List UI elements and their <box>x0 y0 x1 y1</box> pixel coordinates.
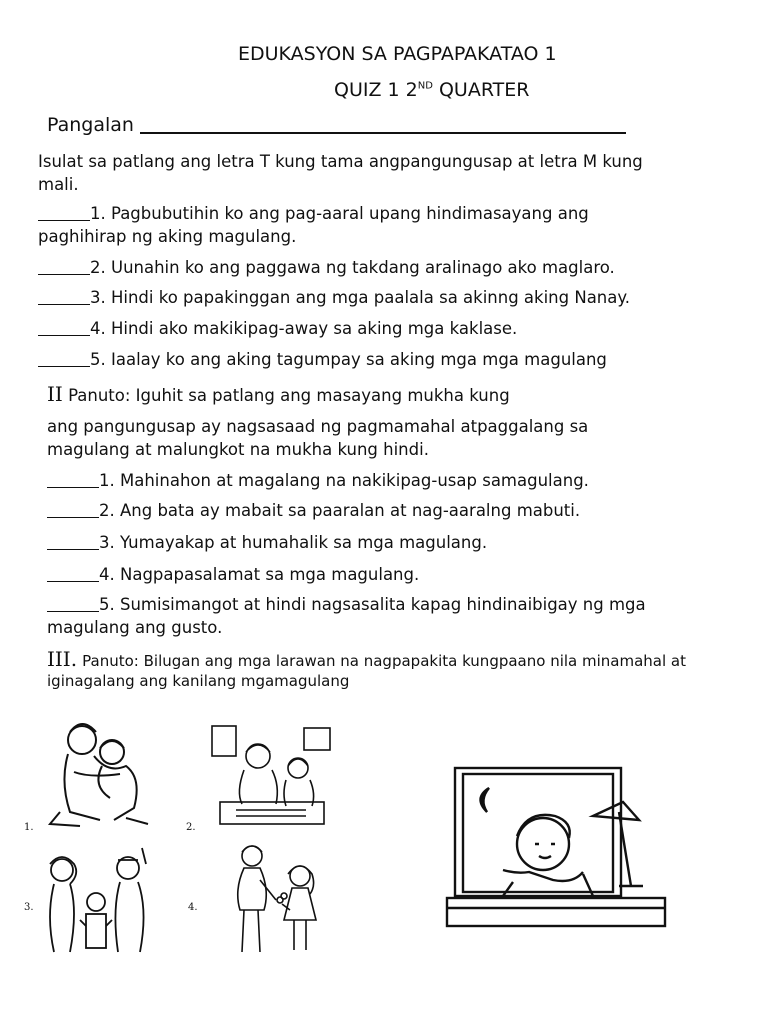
part1-item-text-continued: paghihirap ng aking magulang. <box>38 227 297 246</box>
picture-5[interactable] <box>443 762 669 932</box>
part3-instruction-line2: iginagalang ang kanilang mgamagulang <box>47 672 350 690</box>
part1-item <box>38 348 607 371</box>
part2-item-text-continued: magulang ang gusto. <box>47 618 223 637</box>
part2-item-text: 3. Yumayakap at humahalik sa mga magulang. <box>99 533 488 552</box>
part2-instruction-line3: magulang at malungkot na mukha kung hindi. <box>47 440 429 459</box>
part2-item <box>47 531 487 554</box>
part2-roman-numeral: II <box>47 382 63 406</box>
quiz-title-main: QUIZ 1 2 <box>334 79 418 101</box>
picture-2[interactable] <box>186 722 338 833</box>
part1-instruction-line1: Isulat sa patlang ang letra T kung tama angpangungusap at letra M kung <box>38 152 643 171</box>
part1-item <box>38 202 589 248</box>
part2-instruction-cont <box>47 415 588 461</box>
part2-item <box>47 499 580 522</box>
part2-instruction <box>47 383 510 407</box>
answer-blank[interactable] <box>38 288 90 305</box>
part1-item-text: 1. Pagbubutihin ko ang pag-aaral upang hindimasayang ang <box>90 204 589 223</box>
part1-instruction <box>38 150 643 196</box>
picture-number: 3. <box>24 902 34 913</box>
name-blank[interactable] <box>140 112 626 134</box>
answer-blank[interactable] <box>47 533 99 550</box>
part2-item <box>47 563 419 586</box>
answer-blank[interactable] <box>47 501 99 518</box>
part1-item <box>38 286 630 309</box>
picture-number: 1. <box>24 822 34 833</box>
picture-1[interactable] <box>24 712 180 833</box>
part2-item-text: 1. Mahinahon at magalang na nakikipag-usap samagulang. <box>99 471 589 490</box>
picture-number: 4. <box>188 902 198 913</box>
answer-blank[interactable] <box>38 204 90 221</box>
part2-item-text: 4. Nagpapasalamat sa mga magulang. <box>99 565 420 584</box>
answer-blank[interactable] <box>47 595 99 612</box>
boy-studying-at-desk-icon <box>443 762 669 932</box>
part1-instruction-line2: mali. <box>38 175 79 194</box>
part3-instruction-line1: Panuto: Bilugan ang mga larawan na nagpapakita kungpaano nila minamahal at <box>82 652 686 670</box>
part2-instruction-line2: ang pangungusap ay nagsasaad ng pagmamahal atpaggalang sa <box>47 417 589 436</box>
part1-item <box>38 317 517 340</box>
part1-item-text: 2. Uunahin ko ang paggawa ng takdang aralinago ako maglaro. <box>90 258 615 277</box>
subject-title: EDUKASYON SA PAGPAPAKATAO 1 <box>238 43 557 65</box>
picture-number: 2. <box>186 822 196 833</box>
answer-blank[interactable] <box>38 258 90 275</box>
answer-blank[interactable] <box>47 565 99 582</box>
part1-item-text: 5. Iaalay ko ang aking tagumpay sa aking mga mga magulang <box>90 350 607 369</box>
cooking-family-icon <box>206 722 338 830</box>
quiz-title-rest: QUARTER <box>432 79 530 101</box>
hugging-family-icon <box>30 712 180 830</box>
quiz-title-superscript: ND <box>417 80 433 92</box>
picture-4[interactable] <box>188 840 340 958</box>
arguing-family-icon <box>40 840 158 958</box>
answer-blank[interactable] <box>38 319 90 336</box>
part3-roman-numeral: III. <box>47 647 78 671</box>
part2-item-text: 5. Sumisimangot at hindi nagsasalita kapag hindinaibigay ng mga <box>99 595 646 614</box>
answer-blank[interactable] <box>38 350 90 367</box>
part1-item-text: 4. Hindi ako makikipag-away sa aking mga kaklase. <box>90 319 518 338</box>
part3-instruction <box>47 647 686 671</box>
name-label: Pangalan <box>47 114 134 136</box>
part2-item <box>47 469 589 492</box>
quiz-title <box>334 79 529 101</box>
part1-item-text: 3. Hindi ko papakinggan ang mga paalala sa akinng aking Nanay. <box>90 288 631 307</box>
part2-item <box>47 593 646 639</box>
part1-item <box>38 256 615 279</box>
answer-blank[interactable] <box>47 471 99 488</box>
child-giving-flower-icon <box>222 840 340 958</box>
picture-3[interactable] <box>24 840 158 958</box>
part2-instruction-line1: Panuto: Iguhit sa patlang ang masayang mukha kung <box>68 386 510 405</box>
part2-item-text: 2. Ang bata ay mabait sa paaralan at nag-aaralng mabuti. <box>99 501 581 520</box>
name-row <box>47 112 626 136</box>
